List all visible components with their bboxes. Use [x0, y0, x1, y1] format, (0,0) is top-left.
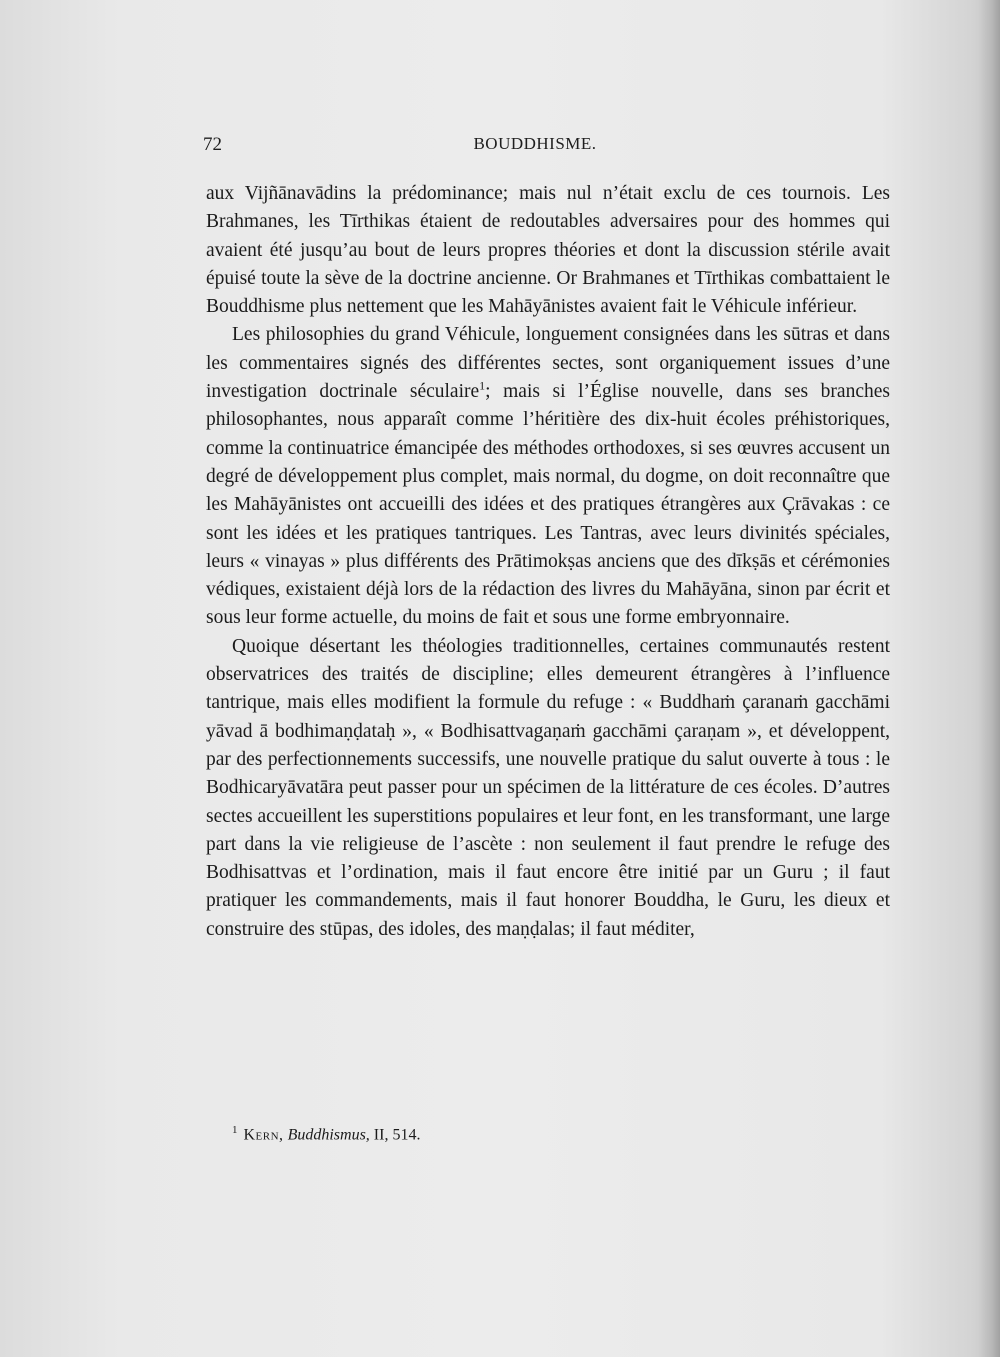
- paragraph-2: [206, 321, 890, 632]
- footnote: [232, 1124, 420, 1144]
- running-title: BOUDDHISME.: [473, 134, 597, 153]
- footnote-work-title: Buddhismus,: [287, 1126, 370, 1144]
- page-number: 72: [203, 134, 222, 155]
- paragraph-2-part-1: Les philosophies du grand Véhicule, longuement consignées dans les sūtras et dans les commentaires signés des différentes sectes, sont organiquement issues d’une investigation doctrinale séculaire: [206, 324, 890, 403]
- footnote-reference-mark[interactable]: 1: [479, 378, 486, 393]
- paragraph-1: aux Vijñānavādins la prédominance; mais nul n’était exclu de ces tournois. Les Brahmanes, les Tīrthikas étaient de redoutables adversaires pour des hommes qui avaient été jusqu’au bout de leurs propres théories et dont la discussion stérile avait épuisé toute la sève de la doctrine ancienne. Or Brahmanes et Tīrthikas combattaient le Bouddhisme plus nettement que les Mahāyānistes avaient fait le Véhicule inférieur.: [206, 183, 890, 318]
- paragraph-3: Quoique désertant les théologies traditionnelles, certaines communautés restent observatrices des traités de discipline; elles demeurent étrangères à l’influence tantrique, mais elles modifient la formule du refuge : « Buddhaṁ çaranaṁ gacchāmi yāvad ā bodhimaṇḍataḥ », « Bodhisattvagaṇaṁ gacchāmi çaraṇam », et développent, par des perfectionnements successifs, une nouvelle pratique du salut ouverte à tous : le Bodhicaryāvatāra peut passer pour un spécimen de la littérature de ces écoles. D’autres sectes accueillent les superstitions populaires et leur font, en les transformant, une large part dans la vie religieuse de l’ascète : non seulement il faut prendre le refuge des Bodhisattvas et l’ordination, mais il faut encore être initié par un Guru ; il faut pratiquer les commandements, mais il faut honorer Bouddha, le Guru, les dieux et construire des stūpas, des idoles, des maṇḍalas; il faut méditer,: [206, 635, 890, 940]
- main-text: [206, 180, 890, 944]
- footnote-number: 1: [232, 1124, 238, 1136]
- page-gutter-shadow: [978, 0, 1000, 1357]
- footnote-author: Kern,: [243, 1126, 284, 1144]
- footnote-reference: II, 514.: [373, 1126, 421, 1144]
- paragraph-2-part-2: ; mais si l’Église nouvelle, dans ses branches philosophantes, nous apparaît comme l’héritière des dix-huit écoles préhistoriques, comme la continuatrice émancipée des méthodes orthodoxes, si ses œuvres accusent un degré de développement plus complet, mais normal, du dogme, on doit reconnaître que les Mahāyānistes ont accueilli des idées et des pratiques étrangères aux Çrāvakas : ce sont les idées et les pratiques tantriques. Les Tantras, avec leurs divinités spéciales, leurs « vinayas » plus différents des Prātimokṣas anciens que des dīkṣās et cérémonies védiques, existaient déjà lors de la rédaction des livres du Mahāyāna, sinon par écrit et sous leur forme actuelle, du moins de fait et sous une forme embryonnaire.: [206, 381, 890, 629]
